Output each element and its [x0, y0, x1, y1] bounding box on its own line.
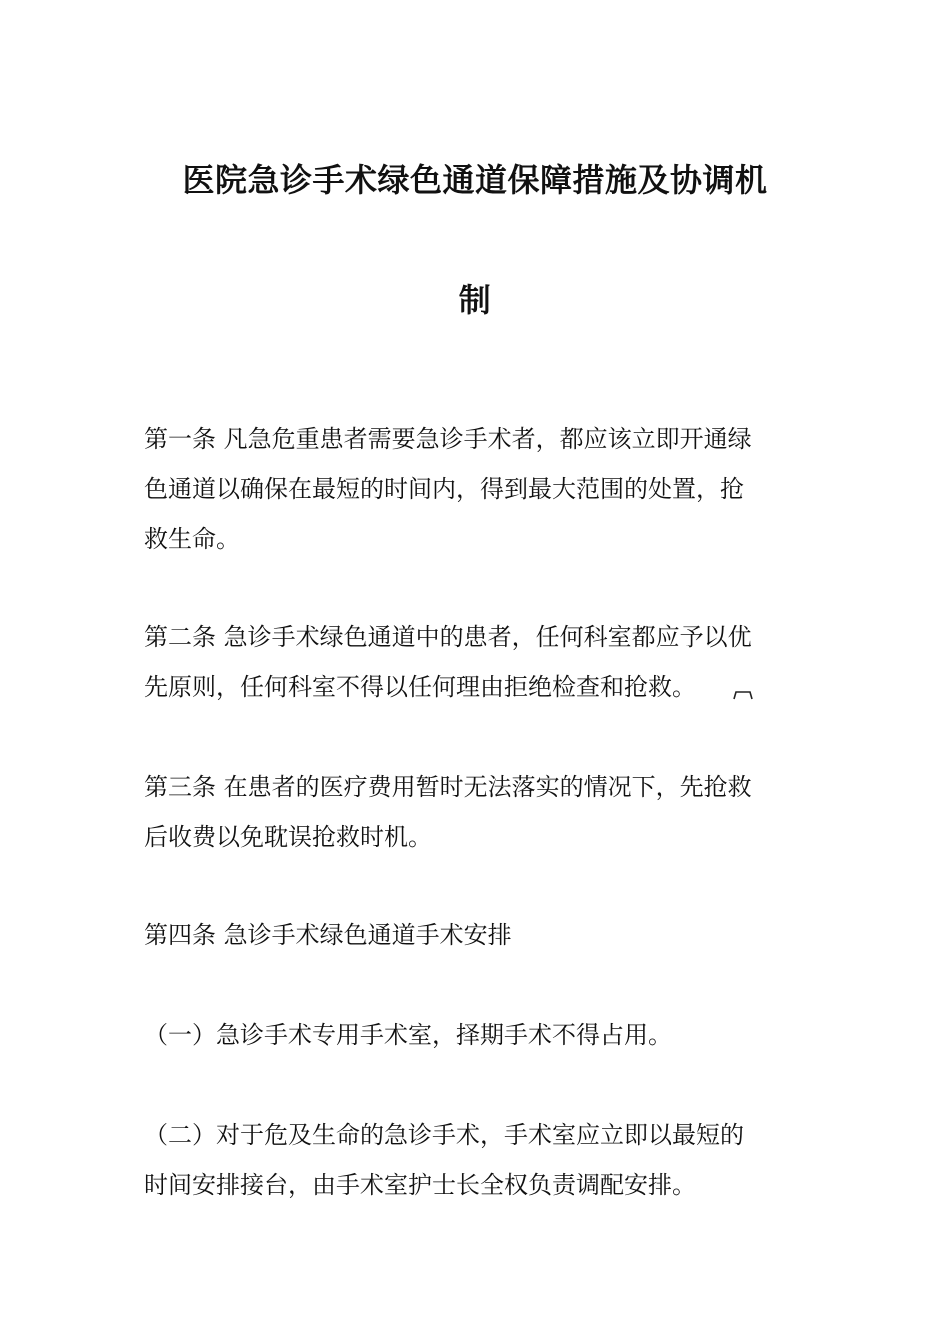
article-4 — [144, 910, 814, 960]
article-1-line-3: 救生命。 — [144, 525, 240, 553]
article-4-line-1: 第四条 急诊手术绿色通道手术安排 — [144, 921, 512, 949]
document-title-line-1: 医院急诊手术绿色通道保障措施及协调机 — [182, 161, 768, 199]
article-2 — [144, 612, 814, 712]
article-3-line-1: 第三条 在患者的医疗费用暂时无法落实的情况下，先抢救 — [144, 773, 752, 801]
article-1 — [144, 414, 814, 564]
article-2-line-1: 第二条 急诊手术绿色通道中的患者，任何科室都应予以优 — [144, 623, 752, 651]
scan-mark-icon — [733, 690, 753, 700]
clause-2-line-2: 时间安排接台，由手术室护士长全权负责调配安排。 — [144, 1171, 696, 1199]
clause-1-line-1: （一）急诊手术专用手术室，择期手术不得占用。 — [144, 1021, 672, 1049]
article-1-line-1: 第一条 凡急危重患者需要急诊手术者，都应该立即开通绿 — [144, 425, 752, 453]
clause-2 — [144, 1110, 814, 1210]
clause-1 — [144, 1010, 814, 1060]
article-3-line-2: 后收费以免耽误抢救时机。 — [144, 823, 432, 851]
document-title-line-2: 制 — [458, 281, 492, 319]
article-1-line-2: 色通道以确保在最短的时间内，得到最大范围的处置，抢 — [144, 475, 744, 503]
article-2-line-2: 先原则，任何科室不得以任何理由拒绝检查和抢救。 — [144, 673, 696, 701]
clause-2-line-1: （二）对于危及生命的急诊手术，手术室应立即以最短的 — [144, 1121, 744, 1149]
article-3 — [144, 762, 814, 862]
